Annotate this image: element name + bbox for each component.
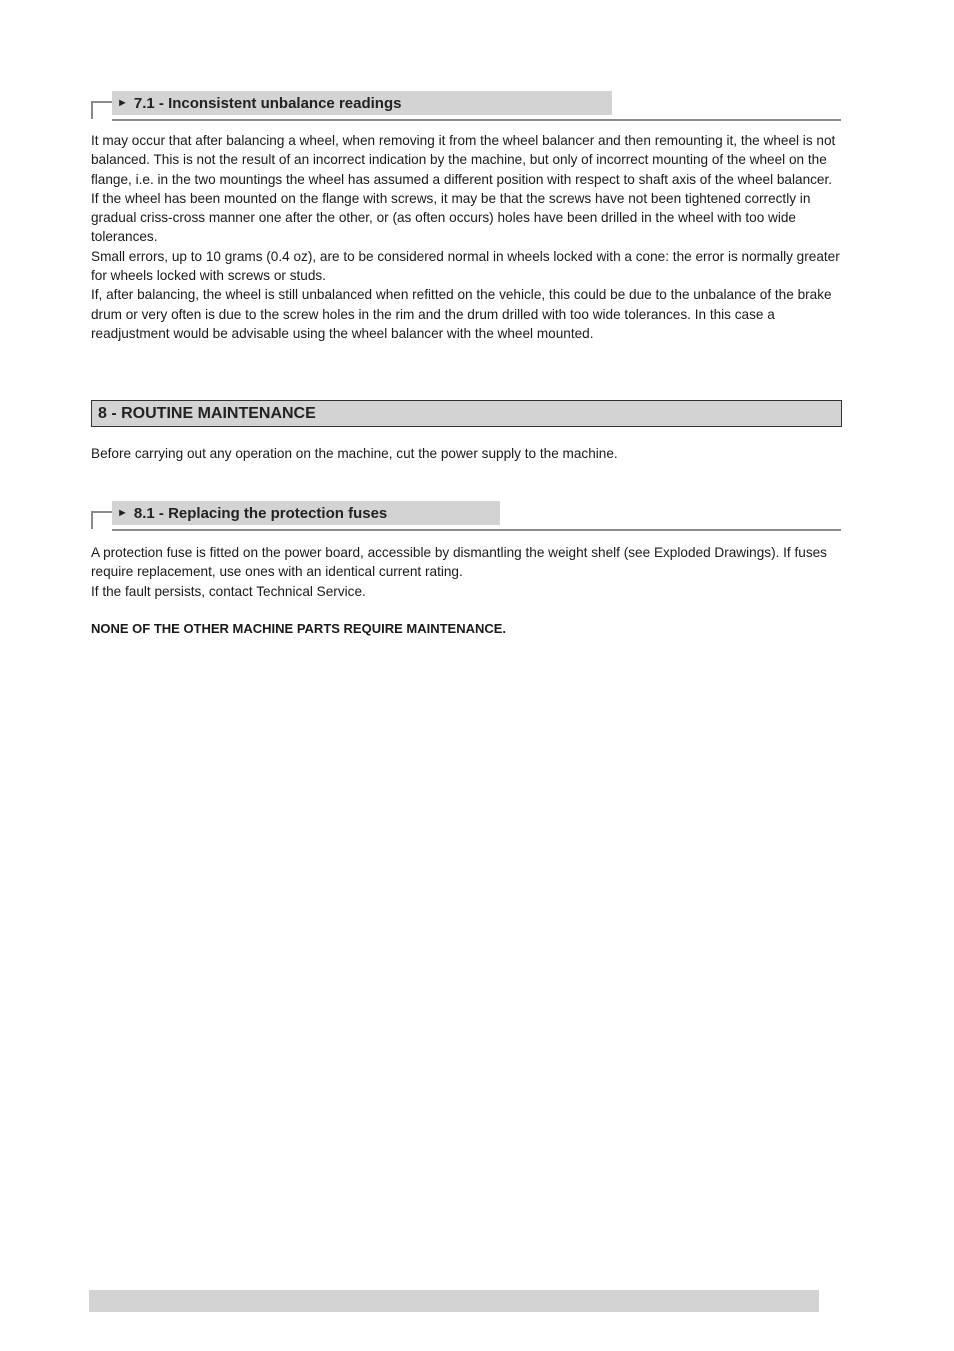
heading-bracket xyxy=(91,511,112,529)
section-8-intro xyxy=(91,444,843,463)
maintenance-note: NONE OF THE OTHER MACHINE PARTS REQUIRE MAINTENANCE. xyxy=(91,621,507,636)
subsection-title-bar xyxy=(112,501,500,525)
paragraph: A protection fuse is fitted on the power board, accessible by dismantling the weight shelf (see Exploded Drawings). If fuses require replacement, use ones with an identical current rating. xyxy=(91,545,827,580)
section-title: 8 - ROUTINE MAINTENANCE xyxy=(98,404,316,422)
paragraph: Small errors, up to 10 grams (0.4 oz), are to be considered normal in wheels locked with a cone: the error is normally greater for wheels locked with screws or studs. xyxy=(91,248,840,284)
heading-bracket xyxy=(91,101,112,119)
body-text-7-1 xyxy=(91,131,843,343)
paragraph: It may occur that after balancing a wheel, when removing it from the wheel balancer and then remounting it, the wheel is not balanced. This is not the result of an incorrect indication by the machine, but only of incorrect mounting of the wheel on the flange, i.e. in the two mountings the wheel has assumed a different position with respect to shaft axis of the wheel balancer. If the wheel has been mounted on the flange with screws, it may be that the screws have not been tightened correctly in gradual criss-cross manner one after the other, or (as often occurs) holes have been drilled in the wheel with too wide tolerances. xyxy=(91,133,836,245)
body-text-8-1 xyxy=(91,543,843,601)
subsection-heading-8-1 xyxy=(91,501,841,534)
arrow-right-icon: ► xyxy=(117,507,128,519)
footer-bar xyxy=(89,1290,819,1312)
subsection-title-bar xyxy=(112,91,612,115)
subsection-heading-7-1 xyxy=(91,91,841,124)
heading-rule xyxy=(112,119,841,121)
section-heading-8 xyxy=(91,400,842,427)
paragraph: Before carrying out any operation on the machine, cut the power supply to the machine. xyxy=(91,446,618,461)
paragraph: If the fault persists, contact Technical Service. xyxy=(91,583,366,599)
subsection-title: 8.1 - Replacing the protection fuses xyxy=(133,504,388,522)
arrow-right-icon: ► xyxy=(117,97,128,109)
paragraph: If, after balancing, the wheel is still unbalanced when refitted on the vehicle, this could be due to the unbalance of the brake drum or very often is due to the screw holes in the rim and the drum drilled with too wide tolerances. In this case a readjustment would be advisable using the wheel balancer with the wheel mounted. xyxy=(91,287,832,341)
subsection-title: 7.1 - Inconsistent unbalance readings xyxy=(133,94,402,112)
heading-rule xyxy=(112,529,841,531)
